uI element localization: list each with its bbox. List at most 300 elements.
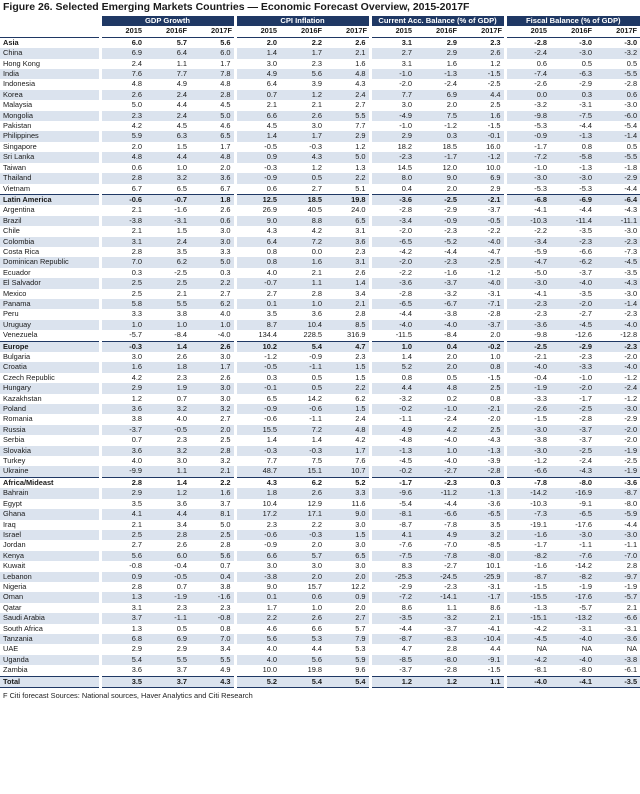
value-cell: 2.5 bbox=[145, 278, 190, 288]
total-row bbox=[0, 676, 640, 687]
value-cell: 0.5 bbox=[550, 59, 595, 69]
value-cell: 2.1 bbox=[325, 48, 370, 58]
value-cell: 0.5 bbox=[280, 373, 325, 383]
table-row bbox=[0, 278, 640, 288]
value-cell: 3.0 bbox=[280, 561, 325, 571]
value-cell: -7.6 bbox=[370, 540, 415, 550]
value-cell: 10.4 bbox=[235, 499, 280, 509]
value-cell: 16.0 bbox=[460, 142, 505, 152]
value-cell: 2.6 bbox=[325, 268, 370, 278]
value-cell: 5.4 bbox=[100, 655, 145, 665]
value-cell: 1.0 bbox=[460, 352, 505, 362]
value-cell: 3.0 bbox=[325, 561, 370, 571]
value-cell: 2.3 bbox=[325, 247, 370, 257]
table-row bbox=[0, 530, 640, 540]
value-cell: 0.5 bbox=[595, 59, 640, 69]
value-cell: -2.0 bbox=[595, 352, 640, 362]
country-name: Europe bbox=[0, 341, 100, 352]
table-row bbox=[0, 582, 640, 592]
value-cell: 1.2 bbox=[100, 394, 145, 404]
value-cell: -1.2 bbox=[460, 152, 505, 162]
value-cell: 2.0 bbox=[415, 100, 460, 110]
value-cell: -3.0 bbox=[595, 404, 640, 414]
value-cell: 2.9 bbox=[370, 131, 415, 141]
value-cell: -0.9 bbox=[235, 404, 280, 414]
value-cell: 6.2 bbox=[190, 299, 235, 309]
value-cell: 1.1 bbox=[145, 466, 190, 477]
value-cell: 4.9 bbox=[145, 79, 190, 89]
value-cell: 4.7 bbox=[370, 644, 415, 654]
value-cell: 6.5 bbox=[145, 184, 190, 195]
value-cell: 5.6 bbox=[190, 37, 235, 48]
value-cell: 2.6 bbox=[145, 540, 190, 550]
value-cell: 6.4 bbox=[235, 79, 280, 89]
country-name: Venezuela bbox=[0, 330, 100, 341]
value-cell: 2.1 bbox=[460, 613, 505, 623]
value-cell: -1.6 bbox=[415, 268, 460, 278]
value-cell: 4.0 bbox=[100, 456, 145, 466]
value-cell: 2.6 bbox=[280, 488, 325, 498]
value-cell: -4.0 bbox=[190, 330, 235, 341]
value-cell: 7.0 bbox=[190, 634, 235, 644]
value-cell: 4.8 bbox=[325, 69, 370, 79]
value-cell: -1.1 bbox=[595, 540, 640, 550]
value-cell: -1.6 bbox=[190, 592, 235, 602]
value-cell: -2.2 bbox=[460, 226, 505, 236]
value-cell: -0.9 bbox=[235, 173, 280, 183]
value-cell: 3.3 bbox=[100, 309, 145, 319]
value-cell: 5.0 bbox=[190, 111, 235, 121]
value-cell: -0.7 bbox=[145, 194, 190, 205]
value-cell: -8.7 bbox=[595, 488, 640, 498]
value-cell: -5.9 bbox=[595, 509, 640, 519]
table-row bbox=[0, 425, 640, 435]
corner-cell bbox=[0, 16, 100, 26]
value-cell: -4.4 bbox=[415, 499, 460, 509]
value-cell: -6.5 bbox=[370, 299, 415, 309]
table-row bbox=[0, 655, 640, 665]
value-cell: -2.1 bbox=[505, 352, 550, 362]
value-cell: 2.6 bbox=[325, 37, 370, 48]
value-cell: -1.0 bbox=[505, 163, 550, 173]
value-cell: 0.5 bbox=[595, 142, 640, 152]
value-cell: 3.2 bbox=[190, 404, 235, 414]
value-cell: -5.5 bbox=[595, 69, 640, 79]
value-cell: -4.0 bbox=[505, 362, 550, 372]
value-cell: -4.0 bbox=[550, 655, 595, 665]
value-cell: 3.2 bbox=[145, 173, 190, 183]
value-cell: -1.0 bbox=[415, 404, 460, 414]
value-cell: -2.8 bbox=[550, 414, 595, 424]
value-cell: 3.6 bbox=[325, 237, 370, 247]
value-cell: -1.1 bbox=[550, 540, 595, 550]
value-cell: -3.1 bbox=[145, 216, 190, 226]
value-cell: 18.2 bbox=[370, 142, 415, 152]
value-cell: -9.9 bbox=[100, 466, 145, 477]
value-cell: -8.1 bbox=[505, 665, 550, 676]
value-cell: 0.9 bbox=[325, 592, 370, 602]
value-cell: -2.7 bbox=[550, 309, 595, 319]
value-cell: -9.6 bbox=[370, 488, 415, 498]
value-cell: 1.3 bbox=[325, 163, 370, 173]
value-cell: 1.1 bbox=[280, 278, 325, 288]
value-cell: 5.9 bbox=[100, 131, 145, 141]
value-cell: -17.6 bbox=[550, 520, 595, 530]
value-cell: -3.0 bbox=[595, 289, 640, 299]
value-cell: 10.0 bbox=[235, 665, 280, 676]
value-cell: 1.5 bbox=[325, 530, 370, 540]
value-cell: -3.7 bbox=[550, 268, 595, 278]
value-cell: 2.1 bbox=[100, 226, 145, 236]
value-cell: 2.3 bbox=[235, 520, 280, 530]
value-cell: 4.2 bbox=[325, 435, 370, 445]
value-cell: -2.3 bbox=[370, 152, 415, 162]
value-cell: 3.2 bbox=[190, 456, 235, 466]
value-cell: -1.5 bbox=[460, 373, 505, 383]
value-cell: 1.5 bbox=[145, 142, 190, 152]
value-cell: 5.4 bbox=[280, 676, 325, 687]
value-cell: 3.0 bbox=[190, 352, 235, 362]
value-cell: -4.4 bbox=[415, 247, 460, 257]
value-cell: 2.8 bbox=[190, 90, 235, 100]
value-cell: -12.8 bbox=[595, 330, 640, 341]
value-cell: 9.6 bbox=[325, 665, 370, 676]
year-header: 2017F bbox=[190, 26, 235, 37]
value-cell: 4.0 bbox=[235, 268, 280, 278]
group-header-gdp: GDP Growth bbox=[100, 16, 235, 26]
value-cell: -2.8 bbox=[460, 466, 505, 477]
value-cell: 1.0 bbox=[415, 446, 460, 456]
value-cell: 40.5 bbox=[280, 205, 325, 215]
value-cell: 2.0 bbox=[325, 572, 370, 582]
value-cell: 6.5 bbox=[235, 394, 280, 404]
value-cell: 2.4 bbox=[145, 90, 190, 100]
value-cell: -8.4 bbox=[415, 330, 460, 341]
value-cell: 2.4 bbox=[325, 90, 370, 100]
value-cell: 5.5 bbox=[190, 655, 235, 665]
value-cell: 9.0 bbox=[235, 216, 280, 226]
value-cell: -2.4 bbox=[595, 383, 640, 393]
value-cell: -3.6 bbox=[460, 499, 505, 509]
value-cell: -1.2 bbox=[415, 121, 460, 131]
table-row bbox=[0, 634, 640, 644]
value-cell: -3.0 bbox=[505, 446, 550, 456]
value-cell: -5.7 bbox=[100, 330, 145, 341]
value-cell: -2.4 bbox=[415, 79, 460, 89]
value-cell: 4.9 bbox=[190, 665, 235, 676]
value-cell: 5.4 bbox=[280, 341, 325, 352]
value-cell: -2.0 bbox=[595, 435, 640, 445]
value-cell: 3.3 bbox=[190, 247, 235, 257]
value-cell: 2.0 bbox=[325, 603, 370, 613]
value-cell: 2.5 bbox=[100, 278, 145, 288]
value-cell: 0.6 bbox=[100, 163, 145, 173]
value-cell: -0.9 bbox=[415, 216, 460, 226]
value-cell: 2.9 bbox=[415, 37, 460, 48]
value-cell: 10.1 bbox=[460, 561, 505, 571]
value-cell: 3.6 bbox=[145, 499, 190, 509]
value-cell: 2.3 bbox=[145, 435, 190, 445]
value-cell: 1.1 bbox=[145, 59, 190, 69]
value-cell: -4.4 bbox=[595, 520, 640, 530]
table-row bbox=[0, 488, 640, 498]
value-cell: -2.6 bbox=[505, 404, 550, 414]
value-cell: -8.0 bbox=[595, 499, 640, 509]
value-cell: 24.0 bbox=[325, 205, 370, 215]
country-name: Panama bbox=[0, 299, 100, 309]
value-cell: -0.3 bbox=[235, 163, 280, 173]
value-cell: -3.0 bbox=[595, 100, 640, 110]
value-cell: -7.3 bbox=[505, 509, 550, 519]
value-cell: 2.3 bbox=[145, 603, 190, 613]
value-cell: -3.8 bbox=[595, 655, 640, 665]
value-cell: 1.4 bbox=[235, 131, 280, 141]
value-cell: 6.2 bbox=[280, 477, 325, 488]
value-cell: 0.6 bbox=[505, 59, 550, 69]
value-cell: 3.4 bbox=[145, 520, 190, 530]
value-cell: 4.4 bbox=[460, 644, 505, 654]
value-cell: -2.3 bbox=[595, 309, 640, 319]
value-cell: -4.8 bbox=[370, 435, 415, 445]
value-cell: -4.0 bbox=[550, 278, 595, 288]
value-cell: -0.6 bbox=[235, 414, 280, 424]
value-cell: -6.1 bbox=[595, 665, 640, 676]
value-cell: 0.3 bbox=[235, 373, 280, 383]
value-cell: -2.3 bbox=[415, 226, 460, 236]
value-cell: -4.1 bbox=[550, 676, 595, 687]
value-cell: 7.7 bbox=[235, 456, 280, 466]
country-name: Ukraine bbox=[0, 466, 100, 477]
value-cell: -4.3 bbox=[595, 205, 640, 215]
value-cell: 5.0 bbox=[190, 520, 235, 530]
value-cell: -2.9 bbox=[595, 173, 640, 183]
value-cell: 1.3 bbox=[100, 624, 145, 634]
value-cell: 2.9 bbox=[460, 184, 505, 195]
value-cell: 2.5 bbox=[190, 530, 235, 540]
group-header-cpi: CPI Inflation bbox=[235, 16, 370, 26]
value-cell: 3.7 bbox=[145, 665, 190, 676]
year-header: 2016F bbox=[145, 26, 190, 37]
value-cell: -2.2 bbox=[370, 268, 415, 278]
value-cell: -3.0 bbox=[505, 173, 550, 183]
value-cell: -12.6 bbox=[550, 330, 595, 341]
value-cell: -3.5 bbox=[370, 613, 415, 623]
value-cell: 3.1 bbox=[325, 226, 370, 236]
table-row bbox=[0, 383, 640, 393]
value-cell: 1.2 bbox=[280, 90, 325, 100]
value-cell: -2.3 bbox=[415, 477, 460, 488]
value-cell: -4.5 bbox=[370, 456, 415, 466]
value-cell: 1.5 bbox=[325, 373, 370, 383]
value-cell: -4.3 bbox=[550, 466, 595, 477]
value-cell: -2.4 bbox=[550, 456, 595, 466]
value-cell: -7.8 bbox=[505, 477, 550, 488]
value-cell: 4.8 bbox=[100, 79, 145, 89]
country-name: Jordan bbox=[0, 540, 100, 550]
value-cell: 316.9 bbox=[325, 330, 370, 341]
value-cell: -3.4 bbox=[505, 237, 550, 247]
value-cell: -4.2 bbox=[505, 655, 550, 665]
value-cell: 1.2 bbox=[415, 676, 460, 687]
value-cell: -10.4 bbox=[460, 634, 505, 644]
value-cell: 3.8 bbox=[100, 414, 145, 424]
value-cell: 3.4 bbox=[325, 289, 370, 299]
value-cell: 4.5 bbox=[190, 100, 235, 110]
table-row bbox=[0, 394, 640, 404]
value-cell: -4.0 bbox=[415, 435, 460, 445]
value-cell: -8.7 bbox=[370, 520, 415, 530]
value-cell: -2.5 bbox=[460, 79, 505, 89]
value-cell: -3.5 bbox=[595, 268, 640, 278]
value-cell: 7.2 bbox=[280, 425, 325, 435]
value-cell: 5.3 bbox=[280, 634, 325, 644]
table-row bbox=[0, 309, 640, 319]
value-cell: 4.4 bbox=[145, 100, 190, 110]
value-cell: -4.2 bbox=[370, 247, 415, 257]
value-cell: -5.3 bbox=[505, 184, 550, 195]
value-cell: 2.7 bbox=[190, 289, 235, 299]
value-cell: -0.6 bbox=[280, 404, 325, 414]
year-header-row bbox=[0, 26, 640, 37]
value-cell: -3.3 bbox=[505, 394, 550, 404]
value-cell: -3.2 bbox=[415, 613, 460, 623]
value-cell: 1.0 bbox=[145, 320, 190, 330]
value-cell: 1.5 bbox=[325, 404, 370, 414]
year-header: 2016F bbox=[415, 26, 460, 37]
value-cell: 10.0 bbox=[460, 163, 505, 173]
table-row bbox=[0, 373, 640, 383]
value-cell: -5.2 bbox=[415, 237, 460, 247]
country-name: Tanzania bbox=[0, 634, 100, 644]
value-cell: -8.5 bbox=[460, 540, 505, 550]
table-row bbox=[0, 90, 640, 100]
value-cell: 2.1 bbox=[190, 466, 235, 477]
value-cell: -4.0 bbox=[415, 320, 460, 330]
value-cell: 9.0 bbox=[415, 173, 460, 183]
table-row bbox=[0, 603, 640, 613]
value-cell: 7.0 bbox=[100, 257, 145, 267]
value-cell: -7.5 bbox=[370, 551, 415, 561]
value-cell: -0.9 bbox=[505, 131, 550, 141]
value-cell: 3.0 bbox=[370, 100, 415, 110]
value-cell: 5.7 bbox=[280, 551, 325, 561]
value-cell: 6.9 bbox=[415, 90, 460, 100]
country-name: China bbox=[0, 48, 100, 58]
value-cell: 1.8 bbox=[190, 194, 235, 205]
value-cell: 1.7 bbox=[280, 48, 325, 58]
value-cell: 2.4 bbox=[100, 59, 145, 69]
value-cell: 6.9 bbox=[460, 173, 505, 183]
value-cell: 15.7 bbox=[280, 582, 325, 592]
value-cell: 3.1 bbox=[325, 257, 370, 267]
year-header: 2016F bbox=[280, 26, 325, 37]
country-name: Mongolia bbox=[0, 111, 100, 121]
value-cell: -1.3 bbox=[460, 446, 505, 456]
value-cell: -3.2 bbox=[595, 48, 640, 58]
value-cell: -1.7 bbox=[505, 540, 550, 550]
value-cell: 2.8 bbox=[280, 289, 325, 299]
value-cell: 4.1 bbox=[370, 530, 415, 540]
value-cell: 0.7 bbox=[145, 582, 190, 592]
table-row bbox=[0, 111, 640, 121]
value-cell: 2.0 bbox=[280, 540, 325, 550]
value-cell: 26.9 bbox=[235, 205, 280, 215]
value-cell: -5.3 bbox=[550, 184, 595, 195]
value-cell: 2.1 bbox=[100, 205, 145, 215]
country-name: Latin America bbox=[0, 194, 100, 205]
value-cell: 8.0 bbox=[370, 173, 415, 183]
country-name: Taiwan bbox=[0, 163, 100, 173]
value-cell: -4.1 bbox=[505, 205, 550, 215]
value-cell: 6.2 bbox=[145, 257, 190, 267]
value-cell: 5.1 bbox=[325, 184, 370, 195]
value-cell: 1.2 bbox=[460, 59, 505, 69]
value-cell: 3.9 bbox=[280, 79, 325, 89]
value-cell: 4.2 bbox=[100, 373, 145, 383]
value-cell: 3.6 bbox=[100, 665, 145, 676]
value-cell: 3.5 bbox=[235, 309, 280, 319]
value-cell: -5.7 bbox=[550, 603, 595, 613]
year-header: 2015 bbox=[100, 26, 145, 37]
value-cell: -1.9 bbox=[595, 446, 640, 456]
value-cell: 1.2 bbox=[280, 163, 325, 173]
value-cell: 2.0 bbox=[100, 142, 145, 152]
value-cell: 8.6 bbox=[460, 603, 505, 613]
value-cell: -3.0 bbox=[595, 226, 640, 236]
value-cell: -1.2 bbox=[505, 456, 550, 466]
value-cell: 3.1 bbox=[100, 603, 145, 613]
table-row bbox=[0, 142, 640, 152]
value-cell: 4.7 bbox=[325, 341, 370, 352]
table-row bbox=[0, 446, 640, 456]
value-cell: -0.3 bbox=[100, 341, 145, 352]
value-cell: 0.6 bbox=[190, 216, 235, 226]
table-row bbox=[0, 131, 640, 141]
country-name: India bbox=[0, 69, 100, 79]
value-cell: 4.5 bbox=[235, 121, 280, 131]
value-cell: NA bbox=[595, 644, 640, 654]
table-body bbox=[0, 37, 640, 687]
value-cell: -2.8 bbox=[415, 665, 460, 676]
value-cell: -3.9 bbox=[460, 456, 505, 466]
country-name: Czech Republic bbox=[0, 373, 100, 383]
country-header bbox=[0, 26, 100, 37]
value-cell: -4.4 bbox=[595, 184, 640, 195]
value-cell: 4.3 bbox=[235, 477, 280, 488]
value-cell: -3.7 bbox=[370, 665, 415, 676]
country-name: Dominican Republic bbox=[0, 257, 100, 267]
value-cell: -2.7 bbox=[415, 466, 460, 477]
value-cell: -3.8 bbox=[415, 309, 460, 319]
value-cell: -3.7 bbox=[550, 425, 595, 435]
footnote: F Citi forecast Sources: National sources, Haver Analytics and Citi Research bbox=[3, 691, 253, 700]
value-cell: -9.1 bbox=[460, 655, 505, 665]
value-cell: -2.0 bbox=[370, 79, 415, 89]
value-cell: 2.0 bbox=[235, 37, 280, 48]
value-cell: -1.4 bbox=[595, 299, 640, 309]
table-row bbox=[0, 79, 640, 89]
table-row bbox=[0, 509, 640, 519]
value-cell: -2.3 bbox=[415, 582, 460, 592]
value-cell: -1.5 bbox=[505, 582, 550, 592]
country-name: Serbia bbox=[0, 435, 100, 445]
value-cell: 6.5 bbox=[325, 551, 370, 561]
value-cell: 4.2 bbox=[280, 226, 325, 236]
value-cell: 0.5 bbox=[280, 173, 325, 183]
value-cell: -5.5 bbox=[595, 152, 640, 162]
value-cell: -3.1 bbox=[460, 289, 505, 299]
value-cell: 4.8 bbox=[100, 152, 145, 162]
